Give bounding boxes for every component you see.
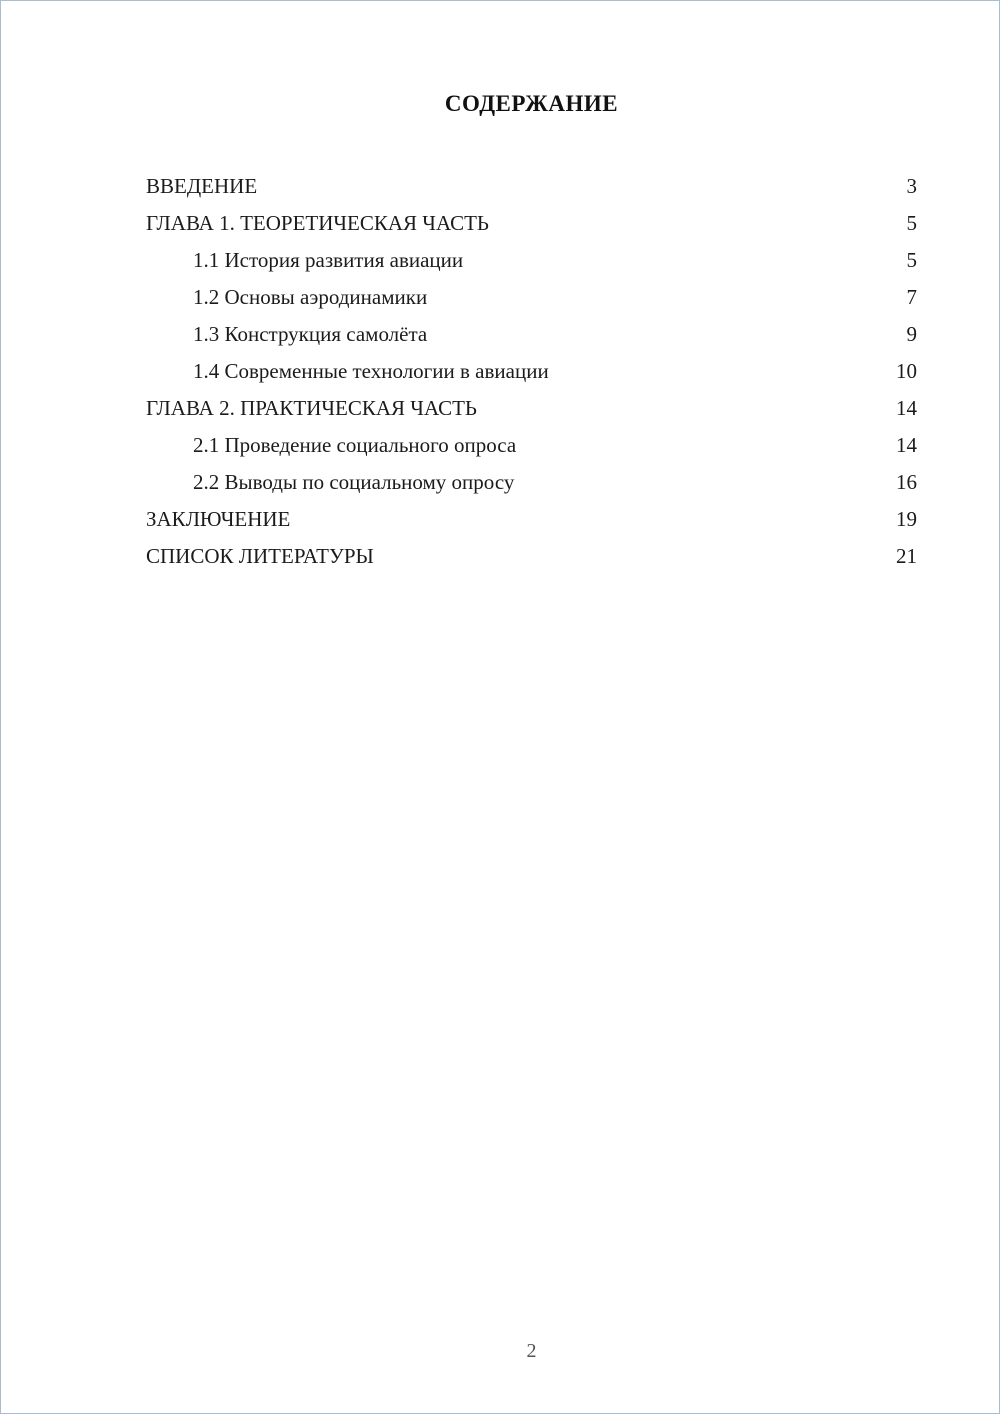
toc-entry-label: ГЛАВА 2. ПРАКТИЧЕСКАЯ ЧАСТЬ (146, 396, 477, 420)
toc-entry-label: СПИСОК ЛИТЕРАТУРЫ (146, 544, 374, 568)
page-title: СОДЕРЖАНИЕ (444, 91, 619, 116)
toc-entry-page-number: 7 (906, 285, 917, 309)
toc-entry-label: 2.1 Проведение социального опроса (193, 433, 517, 457)
toc-entry (146, 501, 917, 538)
toc-entry (146, 205, 917, 242)
toc-entry (146, 464, 917, 501)
page-footer (146, 1340, 917, 1363)
toc-entry-label: ГЛАВА 1. ТЕОРЕТИЧЕСКАЯ ЧАСТЬ (146, 211, 489, 235)
table-of-contents (146, 168, 917, 575)
toc-entry-label: 2.2 Выводы по социальному опросу (193, 470, 515, 494)
toc-entry (146, 316, 917, 353)
toc-entry-page-number: 10 (896, 359, 917, 383)
toc-entry-label: 1.1 История развития авиации (193, 248, 464, 272)
toc-entry-page-number: 9 (906, 322, 917, 346)
toc-entry (146, 538, 917, 575)
toc-entry (146, 390, 917, 427)
toc-entry (146, 242, 917, 279)
toc-entry-label: 1.3 Конструкция самолёта (193, 322, 428, 346)
toc-entry-label: 1.2 Основы аэродинамики (193, 285, 428, 309)
toc-entry-label: ВВЕДЕНИЕ (146, 174, 258, 198)
toc-entry (146, 168, 917, 205)
toc-entry (146, 427, 917, 464)
toc-entry-page-number: 3 (906, 174, 917, 198)
toc-entry-page-number: 21 (896, 544, 917, 568)
toc-entry-page-number: 14 (896, 396, 917, 420)
toc-entry-page-number: 14 (896, 433, 917, 457)
toc-entry (146, 353, 917, 390)
toc-entry-label: 1.4 Современные технологии в авиации (193, 359, 549, 383)
toc-entry-page-number: 5 (906, 211, 917, 235)
toc-entry-page-number: 5 (906, 248, 917, 272)
page-number: 2 (526, 1340, 537, 1362)
toc-entry-page-number: 16 (896, 470, 917, 494)
toc-entry-page-number: 19 (896, 507, 917, 531)
toc-entry (146, 279, 917, 316)
toc-entry-label: ЗАКЛЮЧЕНИЕ (146, 507, 291, 531)
